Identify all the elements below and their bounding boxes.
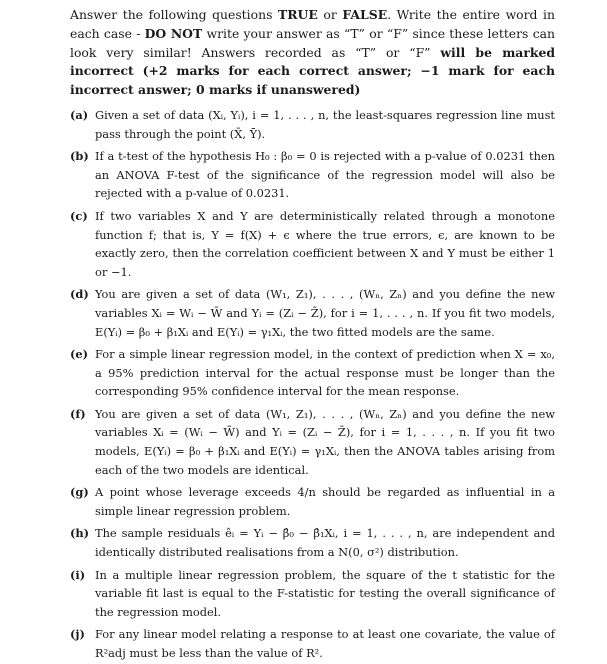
instructions-text-4: write your answer as “T” or “F” since these letters can look very similar! Answers recorded as “T” or “F” [70, 25, 555, 60]
question-text: You are given a set of data (W₁, Z₁), . . . , (Wₙ, Zₙ) and you define the new variables Xᵢ = (Wᵢ − W̄) and Yᵢ = (Zᵢ − Z̄), for i = 1, . . . , n. If you fit two models, E(Yᵢ) = β₀ + β₁Xᵢ and E(Yᵢ) = γ₁Xᵢ, then the ANOVA tables arising from each of the two models are identical. [95, 406, 555, 477]
question-label: (b) [70, 149, 89, 164]
question-label: (h) [70, 526, 90, 541]
question-label: (g) [70, 485, 89, 500]
question-text: A point whose leverage exceeds 4/n should be regarded as influential in a simple linear regression problem. [95, 485, 555, 518]
question-text: You are given a set of data (W₁, Z₁), . . . , (Wₙ, Zₙ) and you define the new variables Xᵢ = Wᵢ − W̄ and Yᵢ = (Zᵢ − Z̄), for i = 1, . . . , n. If you fit two models, E(Yᵢ) = β₀ + β₁Xᵢ and E(Yᵢ) = γ₁Xᵢ, the two fitted models are the same. [95, 287, 555, 339]
question-label: (a) [70, 107, 89, 122]
question-c [70, 207, 555, 281]
instructions-true-word: TRUE [278, 7, 318, 22]
question-label: (c) [70, 208, 88, 223]
question-text: Given a set of data (Xᵢ, Yᵢ), i = 1, . . . , n, the least-squares regression line must pass through the point (X̄, Ȳ). [95, 107, 555, 141]
question-g [70, 483, 555, 520]
question-f [70, 405, 555, 479]
instructions-text-2: or [317, 7, 343, 22]
question-label: (j) [70, 627, 85, 642]
question-j [70, 625, 555, 662]
question-text: If a t-test of the hypothesis H₀ : β₀ = 0 is rejected with a p-value of 0.0231 then an ANOVA F-test of the significance of the regression model will also be rejected with a p-value of 0.0231. [95, 149, 555, 201]
question-e [70, 345, 555, 401]
question-d [70, 285, 555, 341]
question-label: (f) [70, 406, 86, 421]
question-i [70, 566, 555, 622]
question-text: For a simple linear regression model, in the context of prediction when X = x₀, a 95% prediction interval for the actual response must be longer than the corresponding 95% confidence interval for the mean response. [95, 347, 555, 399]
instructions [70, 6, 555, 100]
instructions-false-word: FALSE [342, 7, 388, 22]
question-text: If two variables X and Y are deterministically related through a monotone function f; that is, Y = f(X) + ϵ where the true errors, ϵ, are known to be exactly zero, then the correlation coefficient between X and Y must be either 1 or −1. [95, 208, 555, 279]
question-text: The sample residuals êᵢ = Yᵢ − β̂₀ − β̂₁Xᵢ, i = 1, . . . , n, are independent and identically distributed realisations from a N(0, σ²) distribution. [95, 526, 555, 560]
question-label: (d) [70, 287, 89, 302]
question-label: (i) [70, 567, 86, 582]
question-a [70, 106, 555, 143]
instructions-do-not: DO NOT [144, 25, 203, 41]
instructions-marking-scheme: will be marked incorrect (+2 marks for each correct answer; −1 mark for each incorrect answer; 0 marks if unanswered) [70, 44, 555, 98]
instructions-text-3: . Write the entire word in each case - [70, 7, 556, 41]
question-label: (e) [70, 347, 89, 362]
instructions-text-1: Answer the following questions [70, 7, 279, 22]
question-text: For any linear model relating a response to at least one covariate, the value of R²adj must be less than the value of R². [95, 627, 555, 661]
question-b [70, 147, 555, 203]
question-text: In a multiple linear regression problem, the square of the t statistic for the variable fit last is equal to the F-statistic for testing the overall significance of the regression model. [95, 567, 555, 619]
question-h [70, 524, 555, 561]
